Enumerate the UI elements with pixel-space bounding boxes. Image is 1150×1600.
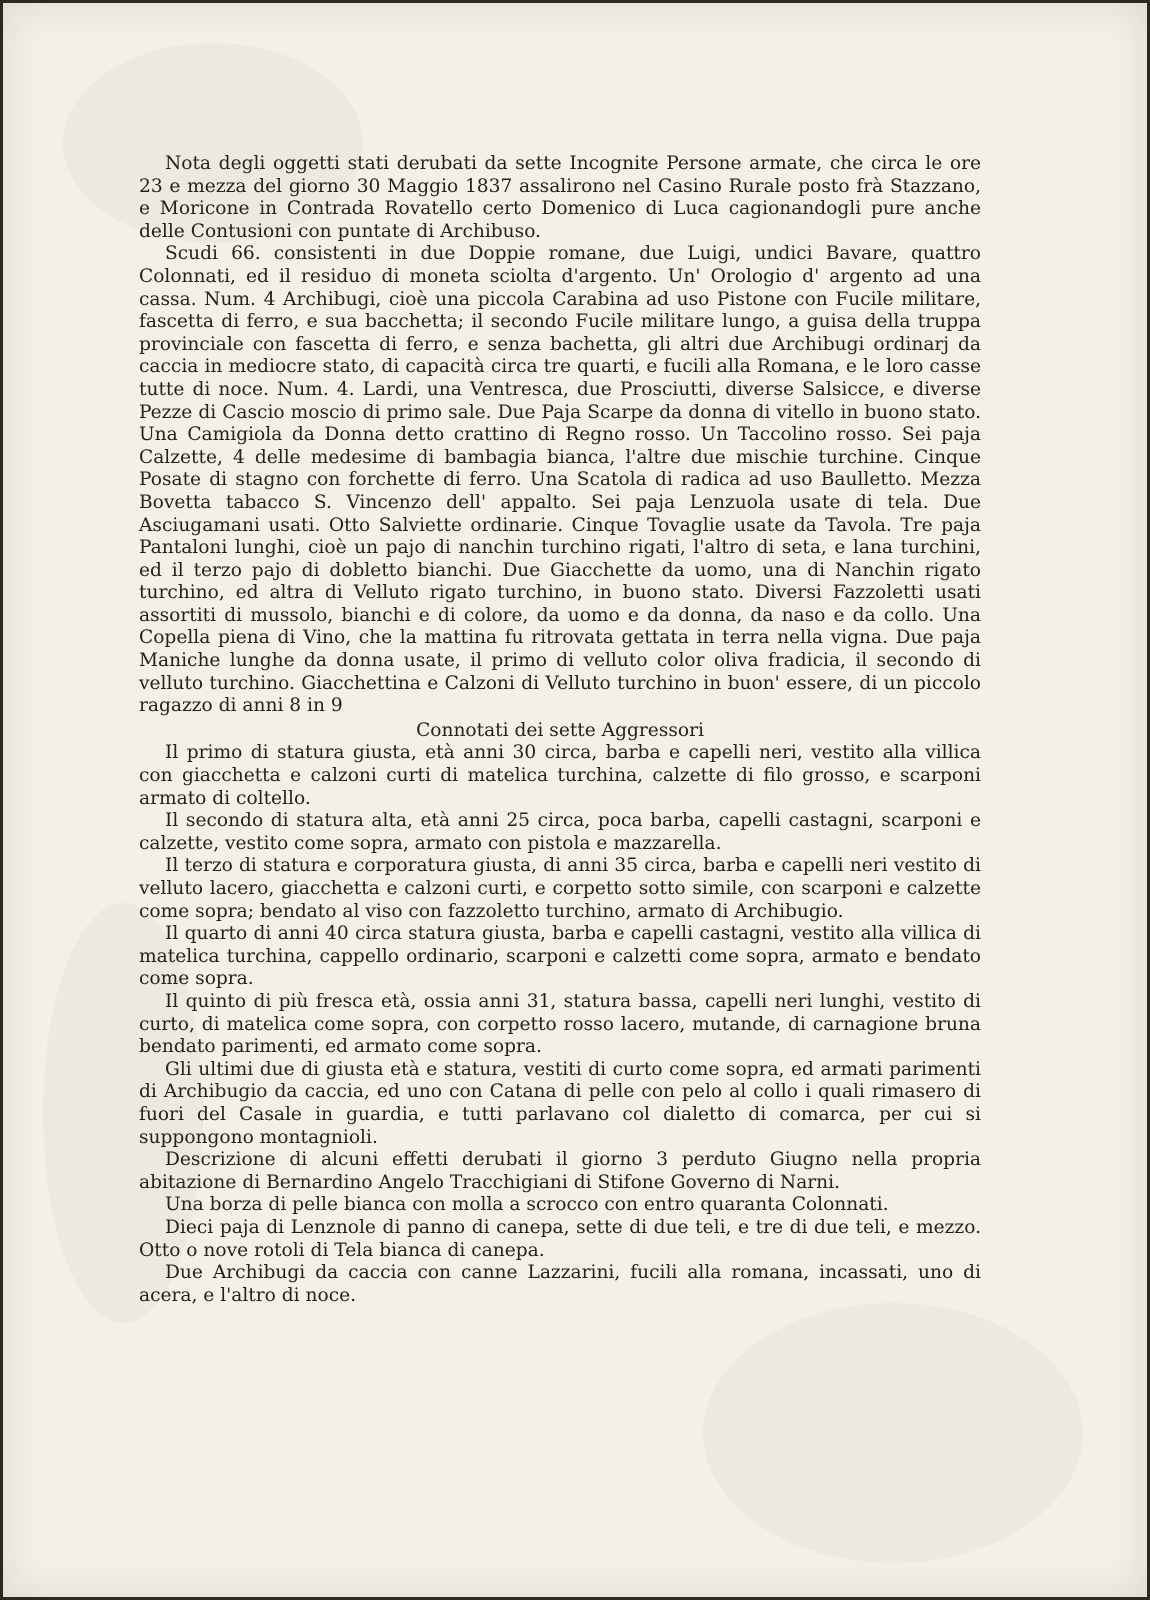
linens-paragraph: Dieci paja di Lenznole di panno di canepa, sette di due teli, e tre di due teli, e mezzo. Otto o nove rotoli di Tela bianca di canepa. bbox=[139, 1216, 981, 1261]
section-heading: Connotati dei sette Aggressori bbox=[416, 719, 704, 741]
intro-paragraph: Nota degli oggetti stati derubati da sette Incognite Persone armate, che circa le ore 23 e mezza del giorno 30 Maggio 1837 assalirono nel Casino Rurale posto frà Stazzano, e Moricone in Contrada Rovatello certo Domenico di Luca cagionandogli pure anche delle Contusioni con puntate di Archibuso. bbox=[139, 153, 981, 242]
aggressor-fifth-paragraph: Il quinto di più fresca età, ossia anni 31, statura bassa, capelli neri lunghi, vestito di curto, di matelica come sopra, con corpetto rosso lacero, mutande, di carnagione bruna bendato parimenti, ed armato come sopra. bbox=[139, 990, 981, 1058]
paper-stain bbox=[703, 1303, 1083, 1563]
aggressor-third-paragraph: Il terzo di statura e corporatura giusta, di anni 35 circa, barba e capelli neri vestito di velluto lacero, giacchetta e calzoni curti, e corpetto sotto simile, con scarponi e calzette come sopra; bendato al viso con fazzoletto turchino, armato di Archibugio. bbox=[139, 855, 981, 922]
aggressor-fourth-paragraph: Il quarto di anni 40 circa statura giusta, barba e capelli castagni, vestito alla villica di matelica turchina, cappello ordinario, scarponi e calzetti come sopra, armato e bendato come sopra. bbox=[139, 923, 981, 990]
guns-paragraph: Due Archibugi da caccia con canne Lazzarini, fucili alla romana, incassati, uno di acera, e l'altro di noce. bbox=[139, 1262, 981, 1306]
document-body bbox=[139, 153, 981, 1307]
aggressor-first-paragraph: Il primo di statura giusta, età anni 30 circa, barba e capelli neri, vestito alla villica con giacchetta e calzoni curti di matelica turchina, calzette di filo grosso, e scarponi armato di coltello. bbox=[139, 742, 981, 809]
purse-paragraph: Una borza di pelle bianca con molla a scrocco con entro quaranta Colonnati. bbox=[165, 1194, 889, 1216]
aggressor-last-two-paragraph: Gli ultimi due di giusta età e statura, vestiti di curto come sopra, ed armati parimenti di Archibugio da caccia, ed uno con Catana di pelle con pelo al collo i quali rimasero di fuori del Casale in guardia, e tutti parlavano col dialetto di comarca, per cui si suppongono montagnioli. bbox=[139, 1058, 981, 1148]
aggressor-second-paragraph: Il secondo di statura alta, età anni 25 circa, poca barba, capelli castagni, scarponi e calzette, vestito come sopra, armato con pistola e mazzarella. bbox=[139, 810, 981, 854]
second-theft-paragraph: Descrizione di alcuni effetti derubati il giorno 3 perduto Giugno nella propria abitazione di Bernardino Angelo Tracchigiani di Stifone Governo di Narni. bbox=[139, 1149, 981, 1193]
stolen-items-paragraph: Scudi 66. consistenti in due Doppie romane, due Luigi, undici Bavare, quattro Colonnati, ed il residuo di moneta sciolta d'argento. Un' Orologio d' argento ad una cassa. Num. 4 Archibugi, cioè una piccola Carabina ad uso Pistone con Fucile militare, fascetta di ferro, e sua bacchetta; il secondo Fucile militare lungo, a guisa della truppa provinciale con fascetta di ferro, e senza bachetta, gli altri due Archibugi ordinarj da caccia in mediocre stato, di capacità circa tre quarti, e fucili alla Romana, e le loro casse tutte di noce. Num. 4. Lardi, una Ventresca, due Prosciutti, diverse Salsicce, e diverse Pezze di Cascio moscio di primo sale. Due Paja Scarpe da donna di vitello in buono stato. Una Camigiola da Donna detto crattino di Regno rosso. Un Taccolino rosso. Sei paja Calzette, 4 delle medesime di bambagia bianca, l'altre due mischie turchine. Cinque Posate di stagno con forchette di ferro. Una Scatola di radica ad uso Baulletto. Mezza Bovetta tabacco S. Vincenzo dell' appalto. Sei paja Lenzuola usate di tela. Due Asciugamani usati. Otto Salviette ordinarie. Cinque Tovaglie usate da Tavola. Tre paja Pantaloni lunghi, cioè un pajo di nanchin turchino rigati, l'altro di seta, e lana turchini, ed il terzo pajo di dobletto bianchi. Due Giacchette da uomo, una di Nanchin rigato turchino, ed altra di Velluto rigato turchino, in buono stato. Diversi Fazzoletti usati assortiti di mussolo, bianchi e di colore, da uomo e da donna, da naso e da collo. Una Copella piena di Vino, che la mattina fu ritrovata gettata in terra nella vigna. Due paja Maniche lunghe da donna usate, il primo di velluto color oliva fradicia, il secondo di velluto turchino. Giacchettina e Calzoni di Velluto turchino in buon' essere, di un piccolo ragazzo di anni 8 in 9 bbox=[139, 243, 981, 717]
